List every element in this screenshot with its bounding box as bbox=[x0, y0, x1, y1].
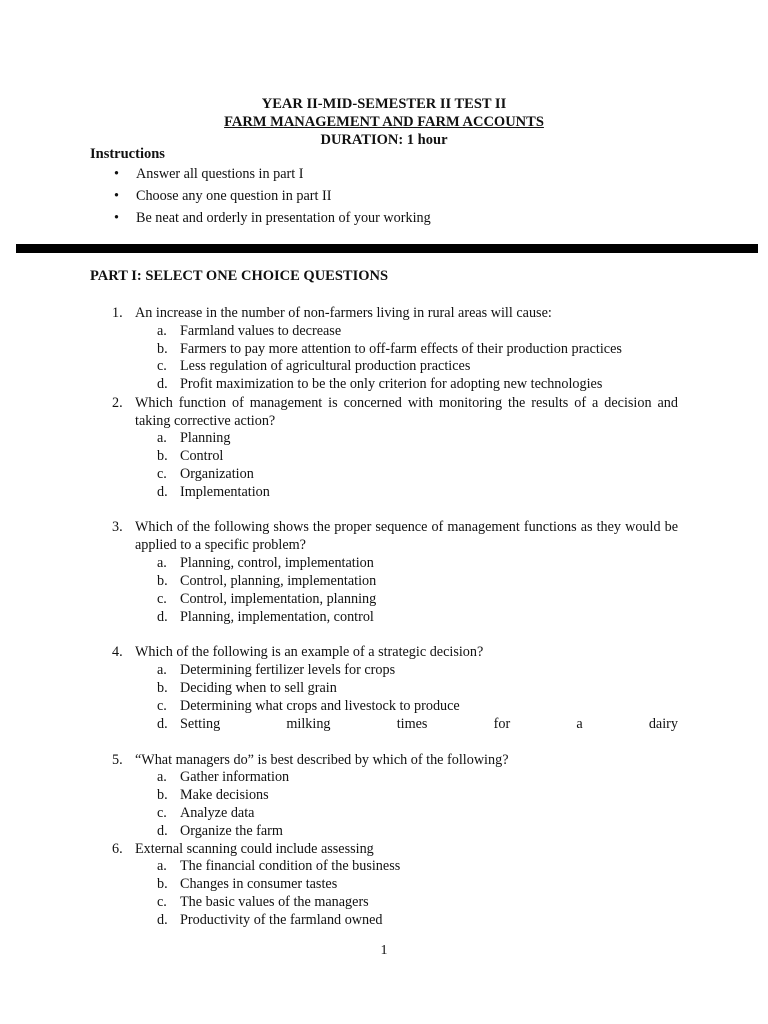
option: d. Setting milking times for a dairy bbox=[157, 716, 678, 732]
option: a. Determining fertilizer levels for crops bbox=[157, 662, 396, 678]
instruction-item: • Answer all questions in part I bbox=[114, 166, 304, 182]
exam-title: YEAR II-MID-SEMESTER II TEST II bbox=[261, 96, 507, 112]
question-6 bbox=[112, 840, 678, 858]
bullet-icon: • bbox=[114, 210, 119, 226]
instructions-heading: Instructions bbox=[90, 146, 165, 162]
option: d. Planning, implementation, control bbox=[157, 609, 374, 625]
question-text: An increase in the number of non-farmers living in rural areas will cause: bbox=[135, 305, 552, 321]
option: c. Less regulation of agricultural production practices bbox=[157, 358, 471, 374]
question-number: 4. bbox=[112, 644, 123, 660]
option: a. Farmland values to decrease bbox=[157, 323, 342, 339]
bullet-icon: • bbox=[114, 188, 119, 204]
instruction-item: • Choose any one question in part II bbox=[114, 188, 332, 204]
option: b. Changes in consumer tastes bbox=[157, 876, 338, 892]
option: b. Deciding when to sell grain bbox=[157, 680, 337, 696]
question-5 bbox=[112, 751, 678, 769]
question-text: External scanning could include assessing bbox=[135, 841, 374, 857]
question-4 bbox=[112, 643, 678, 661]
option: b. Control, planning, implementation bbox=[157, 573, 377, 589]
question-number: 2. bbox=[112, 395, 123, 411]
question-number: 3. bbox=[112, 519, 123, 535]
option: c. The basic values of the managers bbox=[157, 894, 369, 910]
option: a. Gather information bbox=[157, 769, 290, 785]
exam-duration: DURATION: 1 hour bbox=[320, 132, 448, 148]
question-text: Which of the following is an example of a strategic decision? bbox=[135, 644, 484, 660]
option: c. Control, implementation, planning bbox=[157, 591, 377, 607]
option: c. Determining what crops and livestock to produce bbox=[157, 698, 460, 714]
question-number: 5. bbox=[112, 752, 123, 768]
option: a. Planning, control, implementation bbox=[157, 555, 374, 571]
option: c. Organization bbox=[157, 466, 254, 482]
option: b. Farmers to pay more attention to off-farm effects of their production practices bbox=[157, 341, 622, 357]
option: d. Profit maximization to be the only criterion for adopting new technologies bbox=[157, 376, 603, 392]
option: d. Implementation bbox=[157, 484, 270, 500]
question-1 bbox=[112, 304, 678, 322]
option: d. Organize the farm bbox=[157, 823, 283, 839]
question-2 bbox=[112, 394, 678, 430]
option: b. Control bbox=[157, 448, 224, 464]
option: d. Productivity of the farmland owned bbox=[157, 912, 383, 928]
question-3 bbox=[112, 518, 678, 554]
course-title: FARM MANAGEMENT AND FARM ACCOUNTS bbox=[224, 114, 544, 130]
instruction-item: • Be neat and orderly in presentation of your working bbox=[114, 210, 431, 226]
question-text: Which of the following shows the proper sequence of management functions as they would be applied to a specific problem? bbox=[135, 519, 678, 553]
option: b. Make decisions bbox=[157, 787, 269, 803]
question-number: 6. bbox=[112, 841, 123, 857]
option: a. Planning bbox=[157, 430, 231, 446]
option: a. The financial condition of the business bbox=[157, 858, 401, 874]
part-heading: PART I: SELECT ONE CHOICE QUESTIONS bbox=[90, 268, 389, 284]
page-number: 1 bbox=[380, 943, 388, 958]
section-divider bbox=[16, 244, 758, 253]
option: c. Analyze data bbox=[157, 805, 255, 821]
bullet-icon: • bbox=[114, 166, 119, 182]
question-number: 1. bbox=[112, 305, 123, 321]
question-text: Which function of management is concerned with monitoring the results of a decision and taking corrective action? bbox=[135, 395, 678, 429]
question-text: “What managers do” is best described by which of the following? bbox=[135, 752, 509, 768]
